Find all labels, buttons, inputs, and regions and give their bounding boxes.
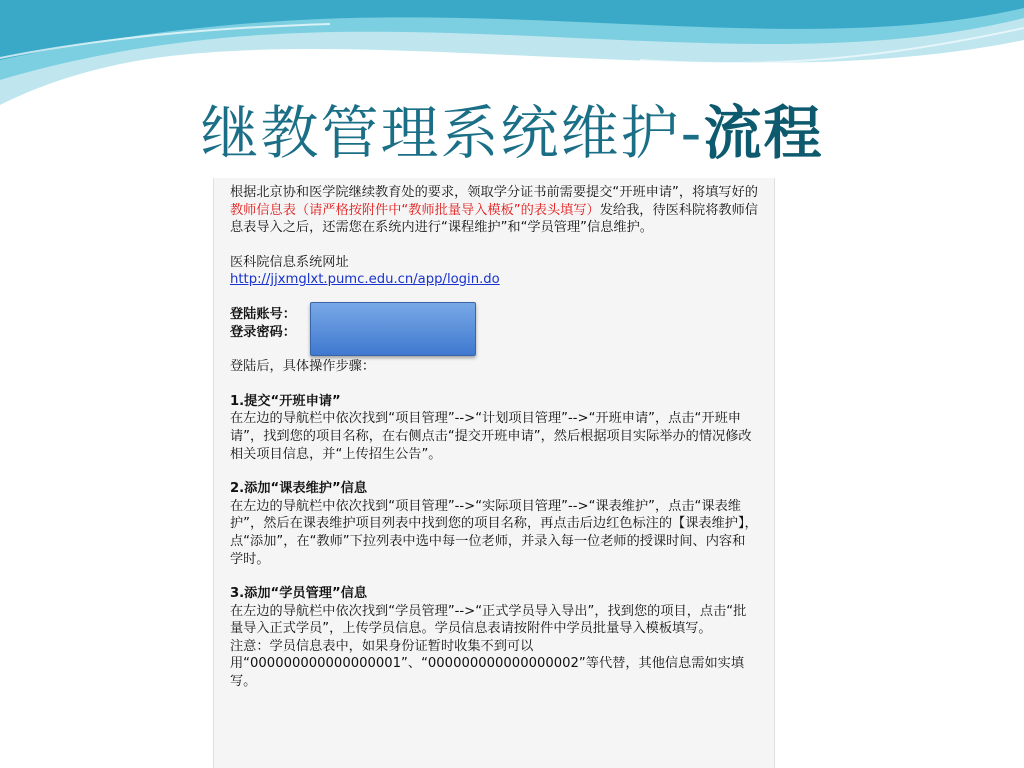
title-bold: 流程	[703, 99, 824, 167]
step3-note: 注意：学员信息表中，如果身份证暂时收集不到可以用“000000000000000001”、“000000000000000002”等代替，其他信息需如实填写。	[230, 638, 745, 690]
login-url-link[interactable]: http://jjxmglxt.pumc.edu.cn/app/login.do	[230, 272, 500, 288]
step3-body: 在左边的导航栏中依次找到“学员管理”-->“正式学员导入导出”，找到您的项目，点击“批量导入正式学员”，上传学员信息。学员信息表请按附件中学员批量导入模板填写。	[230, 603, 747, 637]
account-label: 登陆账号：	[230, 306, 296, 322]
step2-body: 在左边的导航栏中依次找到“项目管理”-->“实际项目管理”-->“课表维护”，点击“课表维护”，然后在课表维护项目列表中找到您的项目名称，再点击后边红色标注的【课表维护】，点“添加”，在“教师”下拉列表中选中每一位老师，并录入每一位老师的授课时间、内容和学时。	[230, 498, 758, 567]
instruction-document	[213, 178, 775, 768]
intro-text-2: 发给我，待医科院将教师信息表导入之后，还需您在系统内进行“课程维护”和“学员管理”信息维护。	[230, 202, 758, 236]
login-credentials	[230, 306, 758, 341]
site-label: 医科院信息系统网址	[230, 254, 349, 270]
step3-title: 3.添加“学员管理”信息	[230, 586, 368, 602]
password-label: 登录密码：	[230, 324, 296, 340]
title-main: 继教管理系统维护-	[200, 99, 704, 167]
redacted-credentials-box	[310, 302, 476, 356]
intro-text-1: 根据北京协和医学院继续教育处的要求，领取学分证书前需要提交“开班申请”，将填写好的	[230, 185, 758, 200]
slide-title	[0, 86, 1024, 170]
steps-intro: 登陆后，具体操作步骤：	[230, 359, 376, 375]
intro-red-text: 教师信息表（请严格按附件中“教师批量导入模板”的表头填写）	[230, 202, 600, 218]
step2-title: 2.添加“课表维护”信息	[230, 481, 368, 497]
step1-title: 1.提交“开班申请”	[230, 393, 341, 409]
step1-body: 在左边的导航栏中依次找到“项目管理”-->“计划项目管理”-->“开班申请”，点击“开班申请”，找到您的项目名称，在右侧点击“提交开班申请”，然后根据项目实际举办的情况修改相关项目信息，并“上传招生公告”。	[230, 411, 752, 462]
intro-paragraph	[230, 184, 758, 237]
